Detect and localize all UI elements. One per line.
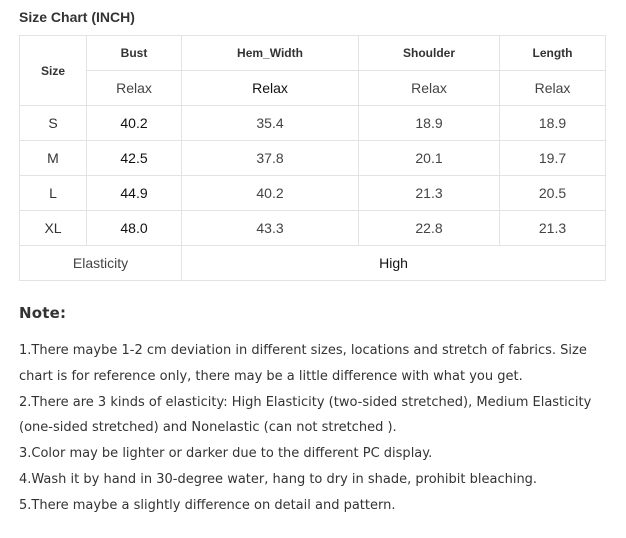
bust-cell: 42.5 [87, 141, 182, 176]
note-item: 4.Wash it by hand in 30-degree water, hang to dry in shade, prohibit bleaching. [19, 471, 538, 487]
note-item: 2.There are 3 kinds of elasticity: High Elasticity (two-sided stretched), Medium Elasticity (one-sided stretched) and Nonelastic (can not stretched ). [19, 394, 592, 436]
note-item: 5.There maybe a slightly difference on detail and pattern. [19, 497, 396, 513]
size-cell: S [20, 106, 87, 141]
table-row [20, 106, 606, 141]
size-cell: XL [20, 211, 87, 246]
bust-cell: 44.9 [87, 176, 182, 211]
table-row [20, 141, 606, 176]
hem-width-cell: 37.8 [182, 141, 359, 176]
note-item: 1.There maybe 1-2 cm deviation in different sizes, locations and stretch of fabrics. Size chart is for reference only, there may be a little difference with what you get. [19, 343, 587, 384]
table-row [20, 176, 606, 211]
size-cell: L [20, 176, 87, 211]
column-header-length: Length [500, 36, 606, 71]
table-row [20, 211, 606, 246]
shoulder-cell: 21.3 [359, 176, 500, 211]
size-chart-table [19, 35, 606, 281]
length-cell: 19.7 [500, 141, 606, 176]
elasticity-row [20, 246, 606, 281]
fit-cell-bust: Relax [87, 71, 182, 106]
size-header: Size [20, 36, 87, 106]
length-cell: 18.9 [500, 106, 606, 141]
fit-cell-length: Relax [500, 71, 606, 106]
hem-width-cell: 43.3 [182, 211, 359, 246]
size-cell: M [20, 141, 87, 176]
column-header-hem-width: Hem_Width [182, 36, 359, 71]
size-chart-title: Size Chart (INCH) [19, 9, 135, 25]
shoulder-cell: 22.8 [359, 211, 500, 246]
note-heading: Note: [19, 304, 67, 322]
fit-cell-shoulder: Relax [359, 71, 500, 106]
elasticity-label: Elasticity [20, 246, 182, 281]
fit-row [20, 71, 606, 106]
hem-width-cell: 35.4 [182, 106, 359, 141]
note-list [19, 338, 609, 519]
column-header-shoulder: Shoulder [359, 36, 500, 71]
bust-cell: 48.0 [87, 211, 182, 246]
note-item: 3.Color may be lighter or darker due to the different PC display. [19, 446, 433, 462]
length-cell: 20.5 [500, 176, 606, 211]
bust-cell: 40.2 [87, 106, 182, 141]
fit-cell-hem-width: Relax [182, 71, 359, 106]
length-cell: 21.3 [500, 211, 606, 246]
column-header-bust: Bust [87, 36, 182, 71]
hem-width-cell: 40.2 [182, 176, 359, 211]
elasticity-value: High [182, 246, 606, 281]
table-header-row [20, 36, 606, 71]
shoulder-cell: 20.1 [359, 141, 500, 176]
shoulder-cell: 18.9 [359, 106, 500, 141]
